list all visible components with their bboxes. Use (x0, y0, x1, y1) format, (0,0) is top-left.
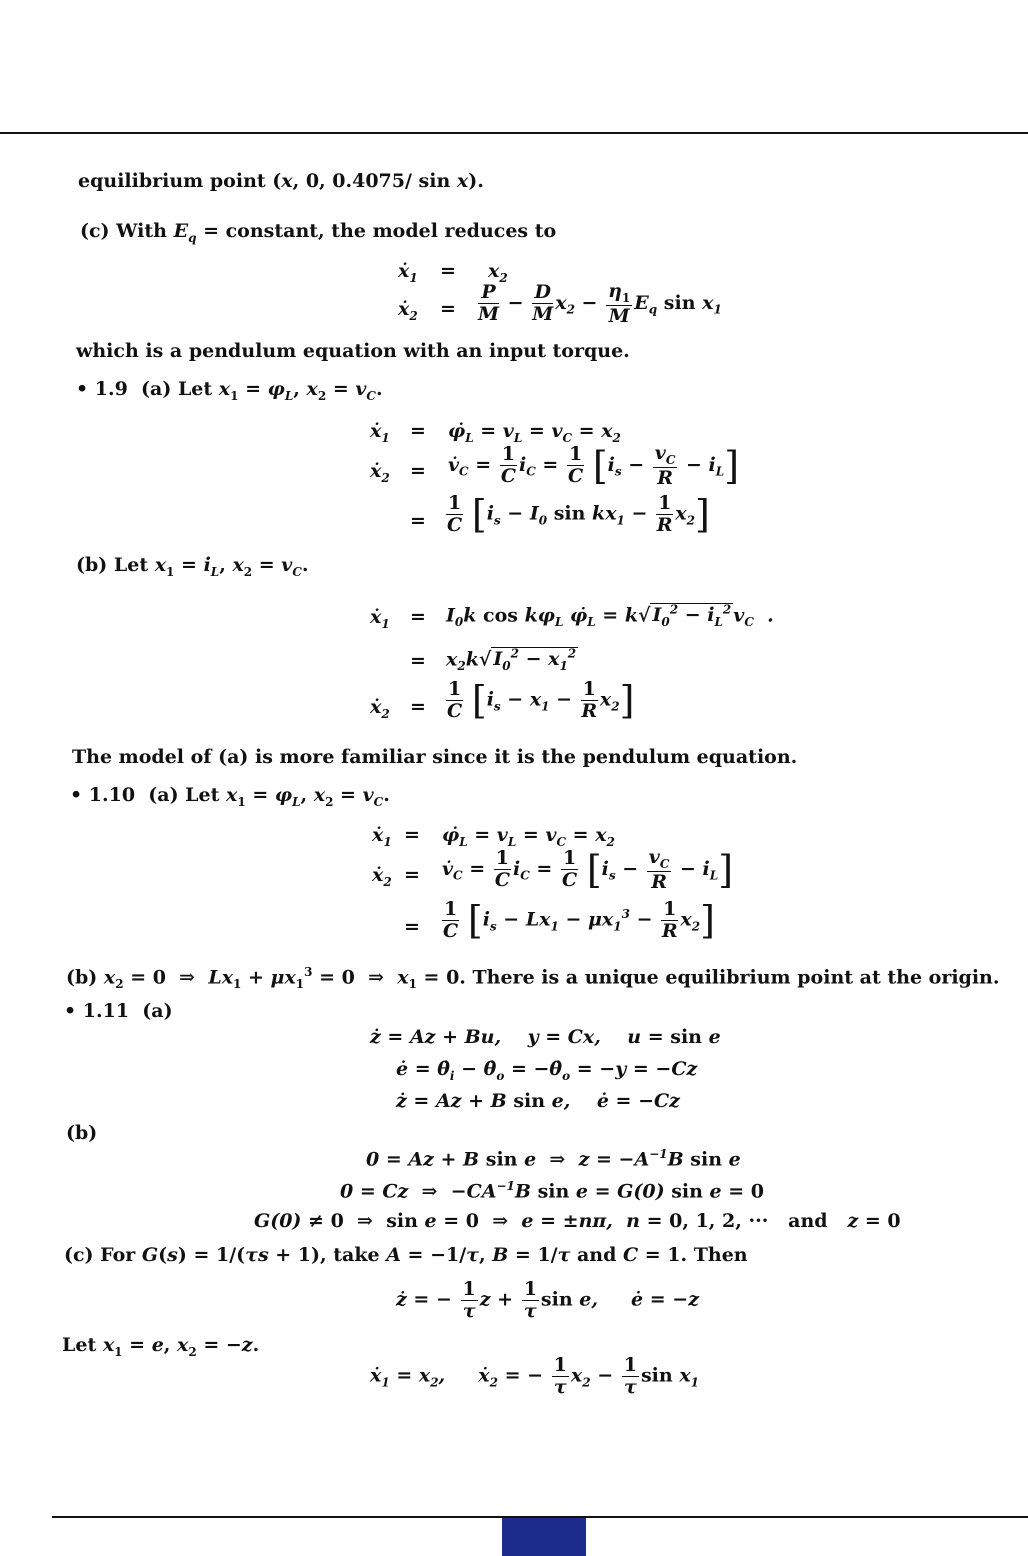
equation: = (440, 260, 456, 282)
text-line: • 1.9 (a) Let $x_1 = \varphi_L$, $x_2 = v_C$. (76, 378, 383, 403)
equation: $I_0k$ $\cos k\varphi_L$ $\varphi̇_L = k√$ $I_0^2 - i_L^2$ $v_C$ . (446, 603, 774, 630)
equation: = (410, 420, 426, 442)
header-rule (0, 132, 1028, 134)
equation: ẋ$_2$ (398, 298, 418, 323)
text-line: The model of (a) is more familiar since it is the pendulum equation. (72, 746, 798, 768)
equation: ẋ$_2$ (370, 460, 390, 485)
text-line: (b) Let $x_1 = i_L$, $x_2 = v_C$. (76, 554, 309, 579)
equation: $v̇_C$ = $\frac{1}{C}$ $i_C$ = $\frac{1}{C}$ [$i_s$ − $\frac{v_C}{R}$ − $i_L$] (442, 846, 734, 893)
equation: $\varphi̇_L = v_L = v_C = x_2$ (448, 420, 621, 445)
equation: = (440, 298, 456, 320)
text-line: • 1.10 (a) Let $x_1 = \varphi_L$, $x_2 = v_C$. (70, 784, 390, 809)
page-tab-marker (502, 1518, 586, 1556)
equation: = (404, 824, 420, 846)
equation: ż = Az + B sin e, ė = −Cz (396, 1090, 680, 1112)
equation: $x_2k√$ $I_0^2 - x_1^2$ (446, 647, 577, 674)
equation: $\frac{P}{M}$ − $\frac{D}{M}$ $x_2$ − $\frac{\eta_1}{M}$ $E_q$ $\sin x_1$ (478, 280, 722, 327)
equation: = (410, 606, 426, 628)
equation: $x_2$ (488, 260, 508, 285)
equation: ż = − $\frac{1}{\tau}$ z + $\frac{1}{\tau}$ sin e, ė = −z (396, 1278, 700, 1322)
equation: ẋ$_2$ (372, 864, 392, 889)
equation: ẋ$_1$ (398, 260, 418, 285)
equation: = (410, 460, 426, 482)
equation: 0 = Az + B sin e ⇒ $z = -A^{-1}B$ sin e (366, 1147, 741, 1171)
equation: = (404, 864, 420, 886)
equation: = (410, 510, 426, 532)
equation: ż = Az + Bu, y = Cx, u = sin e (370, 1026, 721, 1048)
equation: ẋ$_1$ = $x_2$, ẋ$_2$ = − $\frac{1}{\tau}$ $x_2$ − $\frac{1}{\tau}$ $\sin x_1$ (370, 1354, 700, 1398)
equation: ẋ$_1$ (372, 824, 392, 849)
equation: ẋ$_1$ (370, 606, 390, 631)
equation: ė = $\thetȧ_i$ − $\thetȧ_o$ = $-\thetȧ_o = -y = -Cz$ (396, 1058, 698, 1083)
text-line: (c) With $E_q$ = constant, the model reduces to (80, 220, 557, 245)
text-line: which is a pendulum equation with an input torque. (76, 340, 630, 362)
equation: G(0) ≠ 0 ⇒ sin e = 0 ⇒ e = ±nπ, n = 0, 1, 2, ··· and z = 0 (254, 1210, 901, 1232)
equation: $\frac{1}{C}$ [$i_s - x_1$ − $\frac{1}{R}$ $x_2$] (447, 678, 635, 723)
equation: = (410, 650, 426, 672)
equation: ẋ$_1$ (370, 420, 390, 445)
text-line: equilibrium point (x, 0, 0.4075/ sin x). (78, 170, 484, 192)
text-line: (b) $x_2 = 0$ ⇒ $Lx_1 + \mu x_1^3 = 0$ ⇒ $x_1 = 0$. There is a unique equilibrium point at the origin. (66, 965, 1000, 992)
text-line: • 1.11 (a) (64, 1000, 173, 1022)
equation: = (404, 916, 420, 938)
text-line: (c) For G(s) = 1/(τs + 1), take A = −1/τ, B = 1/τ and C = 1. Then (64, 1244, 748, 1266)
equation: = (410, 696, 426, 718)
equation: $\frac{1}{C}$ [$i_s - Lx_1 - \mu x_1^3$ − $\frac{1}{R}$ $x_2$] (443, 898, 715, 943)
equation: 0 = Cz ⇒ $-CA^{-1}B$ sin e = G(0) sin e = 0 (340, 1179, 765, 1203)
equation: $\varphi̇_L = v_L = v_C = x_2$ (442, 824, 615, 849)
equation: ẋ$_2$ (370, 696, 390, 721)
equation: $v̇_C$ = $\frac{1}{C}$ $i_C$ = $\frac{1}{C}$ [$i_s$ − $\frac{v_C}{R}$ − $i_L$] (448, 442, 740, 489)
text-line: Let $x_1 = e$, $x_2 = -z$. (62, 1334, 260, 1359)
text-line: (b) (66, 1122, 98, 1144)
equation: $\frac{1}{C}$ [$i_s - I_0$ $\sin kx_1$ − $\frac{1}{R}$ $x_2$] (447, 492, 710, 537)
